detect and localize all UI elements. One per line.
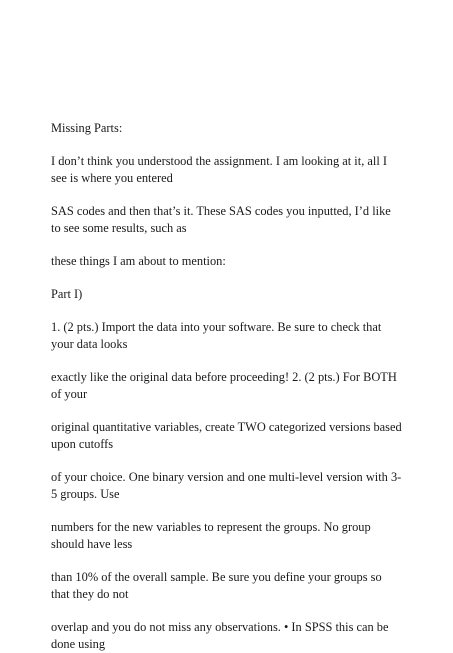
paragraph: of your choice. One binary version and one multi-level version with 3-5 groups. Use xyxy=(51,470,402,501)
paragraph: SAS codes and then that’s it. These SAS codes you inputted, I’d like to see some results, such as xyxy=(51,204,391,235)
paragraph: 1. (2 pts.) Import the data into your software. Be sure to check that your data looks xyxy=(51,320,382,351)
document-body xyxy=(51,120,403,653)
section-label-part-1: Part I) xyxy=(51,287,83,301)
paragraph: overlap and you do not miss any observations. • In SPSS this can be done using xyxy=(51,620,389,651)
paragraph: exactly like the original data before proceeding! 2. (2 pts.) For BOTH of your xyxy=(51,370,397,401)
paragraph: original quantitative variables, create TWO categorized versions based upon cutoffs xyxy=(51,420,402,451)
paragraph: I don’t think you understood the assignment. I am looking at it, all I see is where you entered xyxy=(51,154,387,185)
paragraph: these things I am about to mention: xyxy=(51,254,226,268)
paragraph: numbers for the new variables to represent the groups. No group should have less xyxy=(51,520,371,551)
paragraph: than 10% of the overall sample. Be sure you define your groups so that they do not xyxy=(51,570,382,601)
heading-missing-parts: Missing Parts: xyxy=(51,121,123,135)
